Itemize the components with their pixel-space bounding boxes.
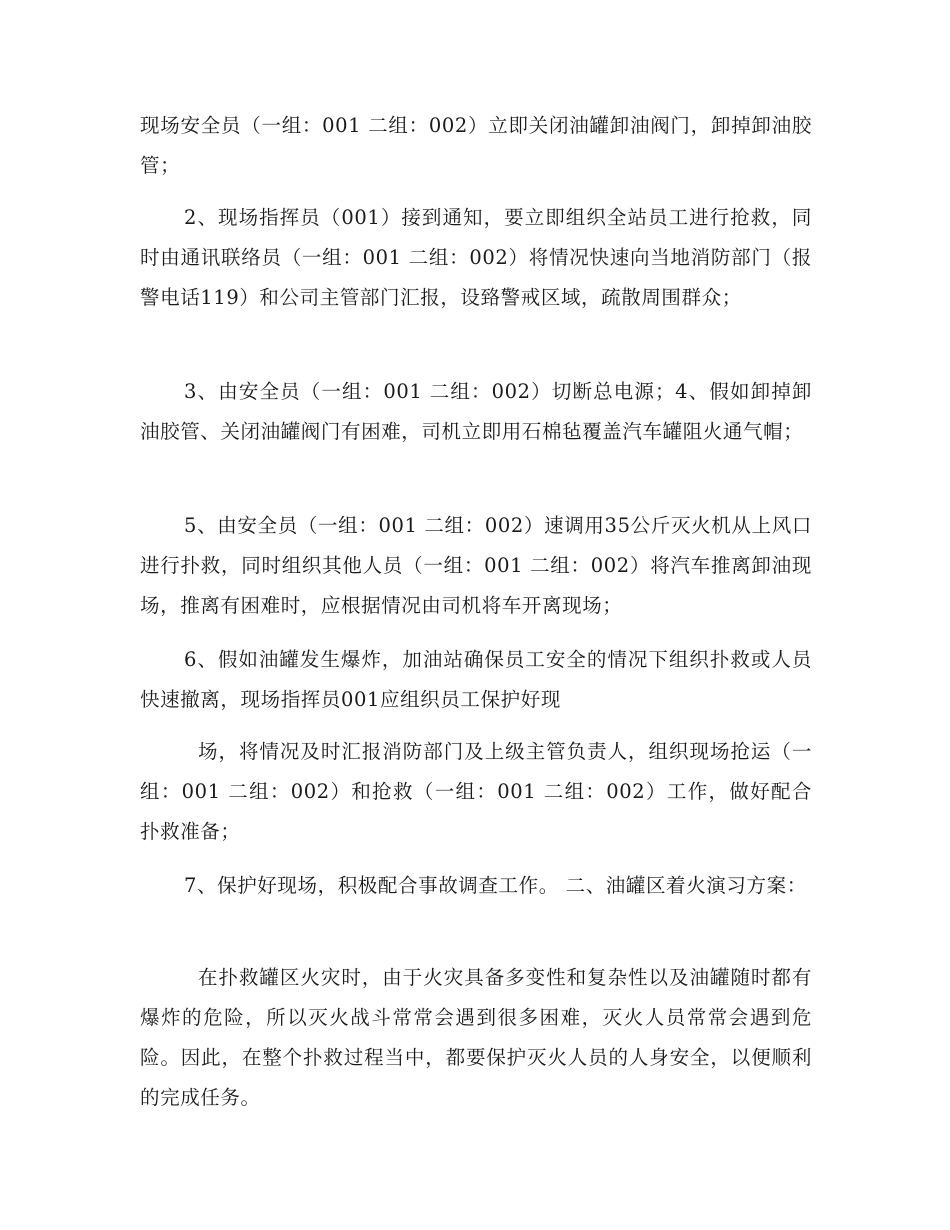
paragraph-1: 现场安全员（一组：001 二组：002）立即关闭油罐卸油阀门，卸掉卸油胶管； [140,114,812,177]
paragraph-7: 7、保护好现场，积极配合事故调查工作。 二、油罐区着火演习方案： [184,874,807,897]
paragraph-8: 在扑救罐区火灾时，由于火灾具备多变性和复杂性以及油罐随时都有爆炸的危险，所以灭火战斗常常会遇到很多困难，灭火人员常常会遇到危险。因此，在整个扑救过程当中，都要保护灭火人员的人身安全，以便顺利的完成任务。 [140,966,812,1109]
paragraph-2: 2、现场指挥员（001）接到通知，要立即组织全站员工进行抢救，同时由通讯联络员（一组：001 二组：002）将情况快速向当地消防部门（报警电话119）和公司主管部门汇报，设臵警戒区域，疏散周围群众； [140,206,812,309]
paragraph-3: 3、由安全员（一组：001 二组：002）切断总电源；4、假如卸掉卸油胶管、关闭油罐阀门有困难，司机立即用石棉毡覆盖汽车罐阻火通气帽； [140,380,812,443]
paragraph-6: 场，将情况及时汇报消防部门及上级主管负责人，组织现场抢运（一组：001 二组：002）和抢救（一组：001 二组：002）工作，做好配合扑救准备； [140,740,812,843]
paragraph-5: 6、假如油罐发生爆炸，加油站确保员工安全的情况下组织扑救或人员快速撤离，现场指挥员001应组织员工保护好现 [140,648,812,711]
paragraph-4: 5、由安全员（一组：001 二组：002）速调用35公斤灭火机从上风口进行扑救，同时组织其他人员（一组：001 二组：002）将汽车推离卸油现场，推离有困难时，应根据情况由司机将车开离现场； [140,514,812,617]
